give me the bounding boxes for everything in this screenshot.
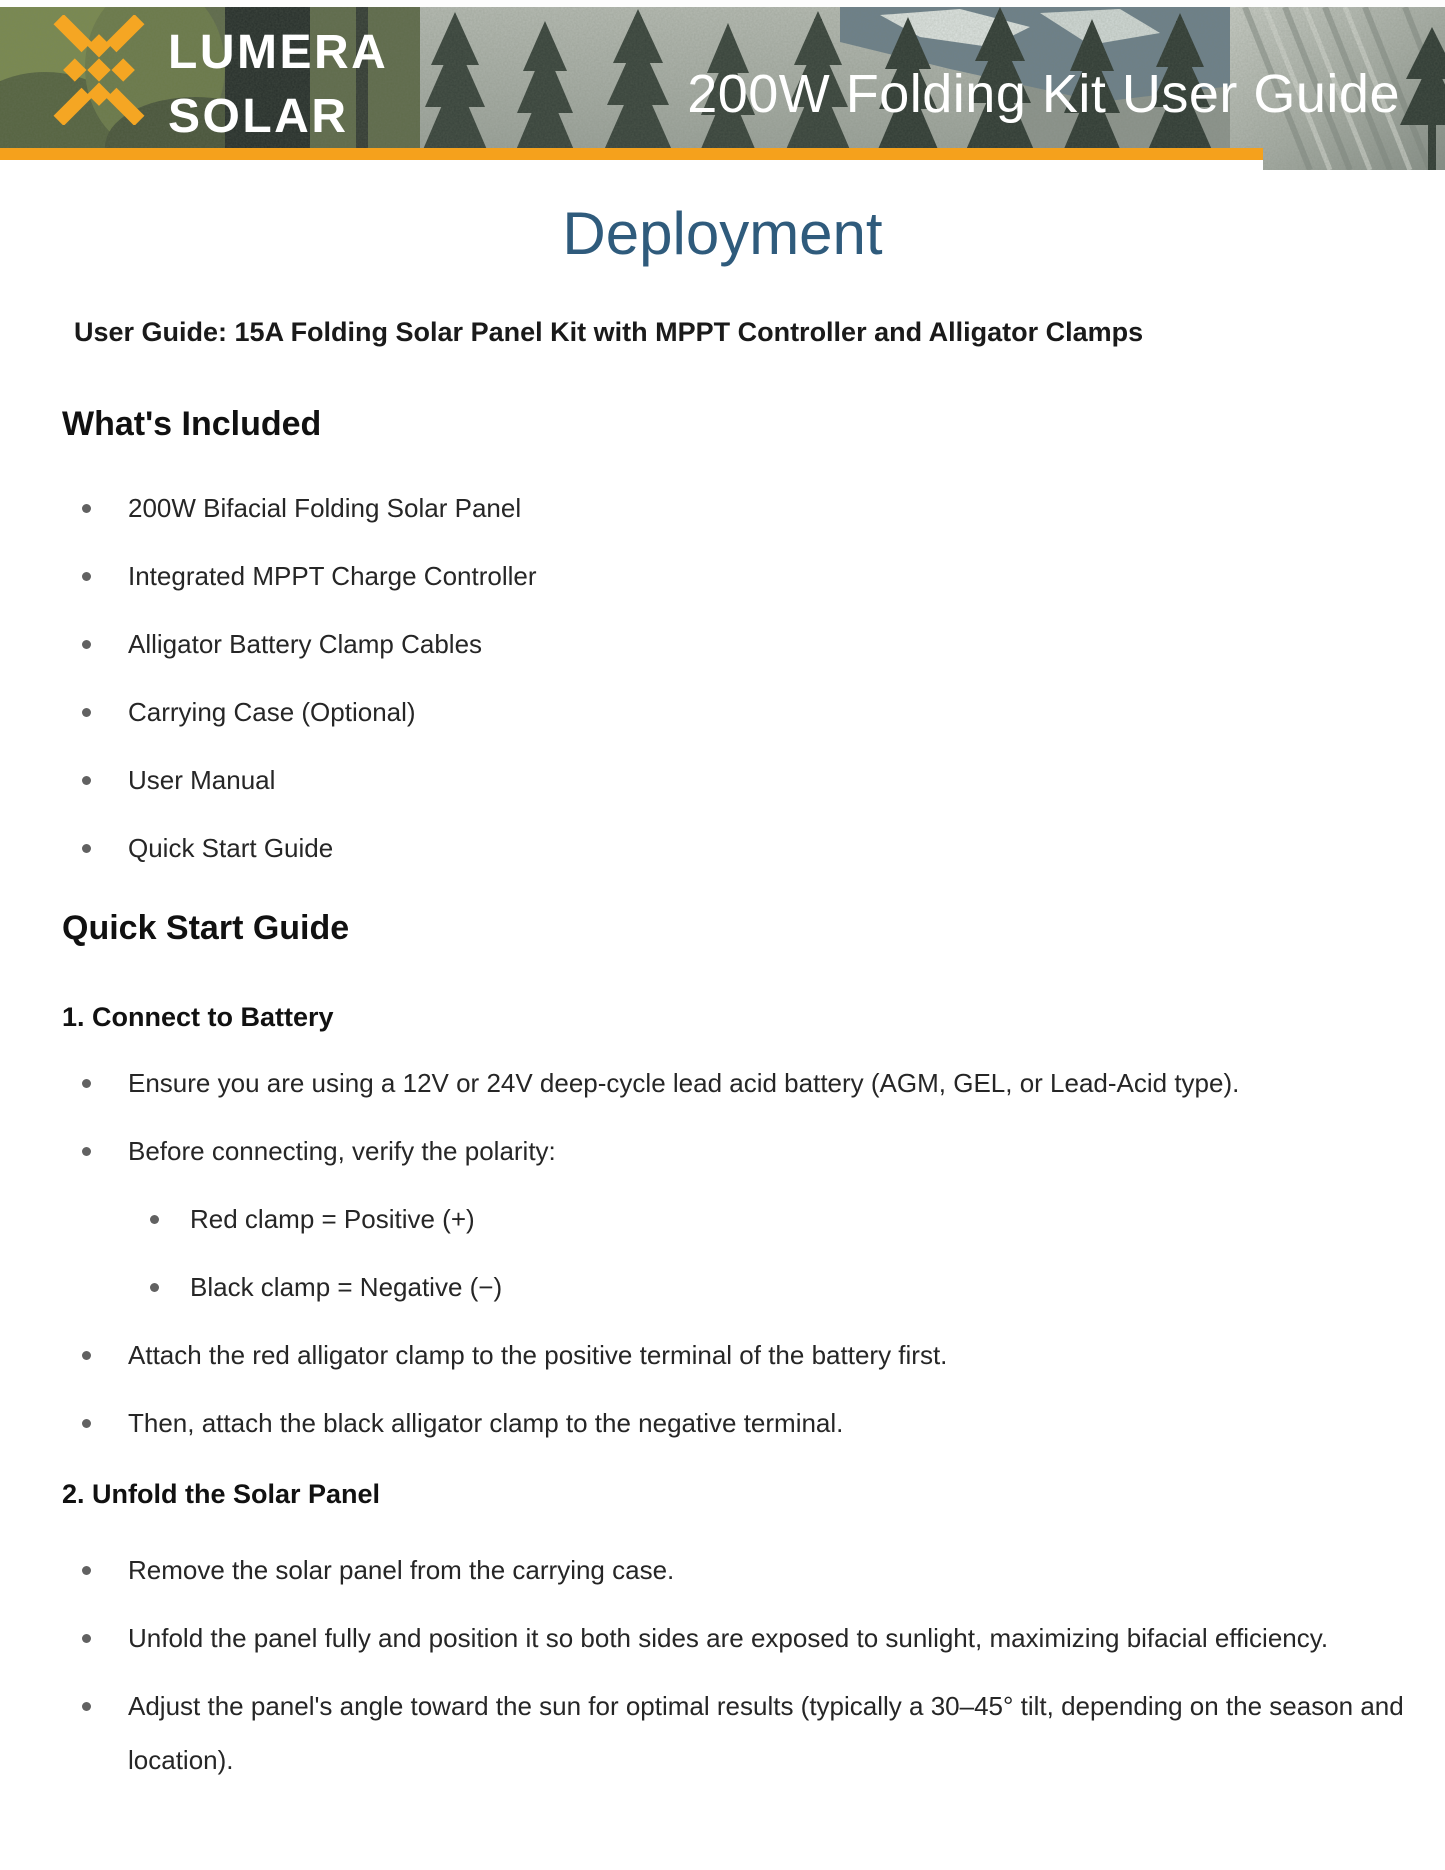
bullet-icon: [82, 504, 91, 513]
orange-accent-bar: [0, 148, 1263, 160]
list-item-text: Black clamp = Negative (−): [190, 1272, 503, 1302]
page-top-margin: [0, 0, 1445, 7]
list-item-text: Alligator Battery Clamp Cables: [128, 629, 483, 659]
bullet-icon: [82, 1147, 91, 1156]
sub-list-item: [150, 1260, 1425, 1314]
list-item-text: Unfold the panel fully and position it so both sides are exposed to sunlight, maximizing bifacial efficiency.: [128, 1623, 1329, 1653]
bullet-icon: [82, 1634, 91, 1643]
sub-list-item: [150, 1192, 1425, 1246]
intro-line: User Guide: 15A Folding Solar Panel Kit with MPPT Controller and Alligator Clamps: [74, 317, 1144, 347]
list-item: [82, 1611, 1425, 1665]
document-body: [0, 202, 1445, 1787]
step1-list: [0, 1056, 1445, 1450]
bullet-icon: [82, 708, 91, 717]
bullet-icon: [82, 776, 91, 785]
header-banner: [0, 7, 1445, 170]
list-item-text: Integrated MPPT Charge Controller: [128, 561, 537, 591]
bullet-icon: [150, 1283, 159, 1292]
list-item-text: Adjust the panel's angle toward the sun for optimal results (typically a 30–45° tilt, depending on the season and location).: [128, 1691, 1404, 1775]
list-item: [82, 1543, 1425, 1597]
bullet-icon: [82, 572, 91, 581]
list-item: [82, 1124, 1425, 1178]
whats-included-list: [0, 481, 1445, 875]
heading-whats-included: What's Included: [62, 405, 322, 443]
bullet-icon: [82, 844, 91, 853]
list-item: [82, 1056, 1425, 1110]
list-item: [82, 1328, 1425, 1382]
bullet-icon: [82, 1566, 91, 1575]
bullet-icon: [82, 640, 91, 649]
heading-step1: 1. Connect to Battery: [62, 1002, 334, 1032]
heading-quick-start-guide: Quick Start Guide: [62, 909, 350, 947]
list-item-text: Attach the red alligator clamp to the positive terminal of the battery first.: [128, 1340, 948, 1370]
bullet-icon: [82, 1419, 91, 1428]
list-item-text: Carrying Case (Optional): [128, 697, 416, 727]
list-item-text: 200W Bifacial Folding Solar Panel: [128, 493, 522, 523]
list-item: [82, 1396, 1425, 1450]
bullet-icon: [82, 1351, 91, 1360]
list-item: [82, 617, 1425, 671]
bullet-icon: [150, 1215, 159, 1224]
list-item: [82, 481, 1425, 535]
brand-line1: LUMERA: [168, 26, 389, 79]
accent-bar-mask: [0, 160, 1263, 170]
list-item-text: Red clamp = Positive (+): [190, 1204, 475, 1234]
list-item: [82, 1679, 1425, 1787]
list-item-text: Then, attach the black alligator clamp to the negative terminal.: [128, 1408, 844, 1438]
lumera-diamond-logo-icon: [44, 15, 154, 125]
header-guide-title: 200W Folding Kit User Guide: [687, 64, 1400, 124]
list-item-text: Quick Start Guide: [128, 833, 334, 863]
bullet-icon: [82, 1702, 91, 1711]
list-item-text: Remove the solar panel from the carrying case.: [128, 1555, 675, 1585]
list-item: [82, 549, 1425, 603]
heading-step2: 2. Unfold the Solar Panel: [62, 1479, 381, 1509]
list-item-text: User Manual: [128, 765, 276, 795]
list-item-text: Before connecting, verify the polarity:: [128, 1136, 556, 1166]
brand-wordmark: [168, 21, 388, 149]
list-item-text: Ensure you are using a 12V or 24V deep-cycle lead acid battery (AGM, GEL, or Lead-Acid type).: [128, 1068, 1240, 1098]
list-item: [82, 685, 1425, 739]
brand-line2: SOLAR: [168, 90, 349, 143]
bullet-icon: [82, 1079, 91, 1088]
list-item: [82, 753, 1425, 807]
page-title: Deployment: [562, 200, 883, 267]
list-item: [82, 821, 1425, 875]
step2-list: [0, 1543, 1445, 1787]
